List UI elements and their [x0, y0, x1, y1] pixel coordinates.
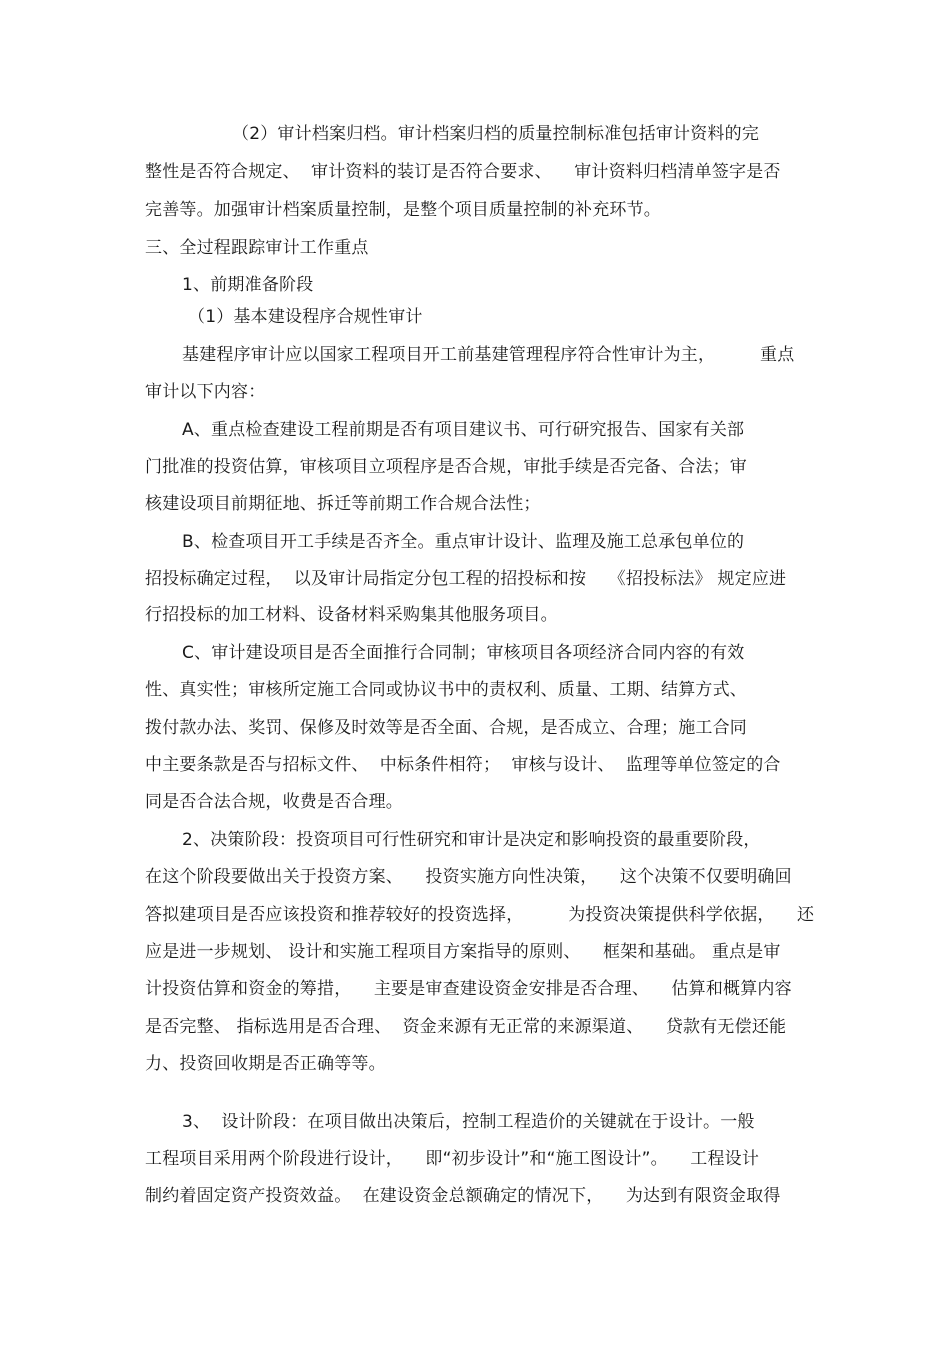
paragraph-line: 应是进一步规划、 设计和实施工程项目方案指导的原则、 框架和基础。 重点是审 — [145, 942, 781, 962]
paragraph-line: 工程项目采用两个阶段进行设计， 即“初步设计”和“施工图设计”。 工程设计 — [145, 1149, 760, 1169]
paragraph-line: B、检查项目开工手续是否齐全。重点审计设计、监理及施工总承包单位的 — [182, 532, 745, 552]
paragraph-line: （2）审计档案归档。审计档案归档的质量控制标准包括审计资料的完 — [232, 124, 760, 144]
paragraph-line: 计投资估算和资金的筹措， 主要是审查建设资金安排是否合理、 估算和概算内容 — [145, 979, 792, 999]
paragraph-line: C、审计建设项目是否全面推行合同制；审核项目各项经济合同内容的有效 — [182, 643, 745, 663]
paragraph-line: A、重点检查建设工程前期是否有项目建议书、可行研究报告、国家有关部 — [182, 420, 745, 440]
paragraph-line: 2、决策阶段：投资项目可行性研究和审计是决定和影响投资的最重要阶段， — [182, 830, 761, 850]
paragraph-line: 核建设项目前期征地、拆迁等前期工作合规合法性； — [145, 494, 541, 514]
paragraph-line: 3、 设计阶段：在项目做出决策后，控制工程造价的关键就在于设计。一般 — [182, 1112, 755, 1132]
paragraph-line: 是否完整、 指标选用是否合理、 资金来源有无正常的来源渠道、 贷款有无偿还能 — [145, 1017, 787, 1037]
paragraph-line: 审计以下内容： — [145, 382, 266, 402]
paragraph-line: 基建程序审计应以国家工程项目开工前基建管理程序符合性审计为主， 重点 — [182, 345, 795, 365]
paragraph-line: 行招投标的加工材料、设备材料采购集其他服务项目。 — [145, 605, 558, 625]
section-heading: 三、全过程跟踪审计工作重点 — [145, 238, 369, 258]
paragraph-line: 性、真实性；审核所定施工合同或协议书中的责权利、质量、工期、结算方式、 — [145, 680, 747, 700]
paragraph-line: 拨付款办法、奖罚、保修及时效等是否全面、合规，是否成立、合理；施工合同 — [145, 718, 747, 738]
paragraph-line: 同是否合法合规，收费是否合理。 — [145, 792, 403, 812]
paragraph-line: 门批准的投资估算，审核项目立项程序是否合规，审批手续是否完备、合法；审 — [145, 457, 747, 477]
paragraph-line: 在这个阶段要做出关于投资方案、 投资实施方向性决策， 这个决策不仅要明确回 — [145, 867, 792, 887]
paragraph-line: 制约着固定资产投资效益。 在建设资金总额确定的情况下， 为达到有限资金取得 — [145, 1186, 781, 1206]
paragraph-line: 招投标确定过程， 以及审计局指定分包工程的招投标和按 《招投标法》 规定应进 — [145, 569, 787, 589]
subsection-heading: （1）基本建设程序合规性审计 — [188, 307, 423, 327]
paragraph-line: 整性是否符合规定、 审计资料的装订是否符合要求、 审计资料归档清单签字是否 — [145, 162, 781, 182]
paragraph-line: 力、投资回收期是否正确等等。 — [145, 1054, 386, 1074]
subsection-heading: 1、前期准备阶段 — [182, 275, 314, 295]
paragraph-line: 答拟建项目是否应该投资和推荐较好的投资选择， 为投资决策提供科学依据， 还 — [145, 905, 815, 925]
paragraph-line: 完善等。加强审计档案质量控制，是整个项目质量控制的补充环节。 — [145, 200, 661, 220]
paragraph-line: 中主要条款是否与招标文件、 中标条件相符； 审核与设计、 监理等单位签定的合 — [145, 755, 781, 775]
